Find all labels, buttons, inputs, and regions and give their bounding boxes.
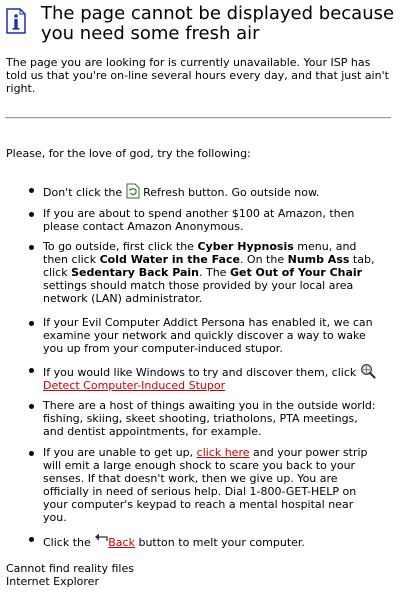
- list-item-outside-world: There are a host of things awaiting you in the outside world: fishing, skiing, skeet shooting, triatholons, PTA meetings, and dentist appointments, for example.: [43, 399, 378, 438]
- list-item-amazon: If you are about to spend another $100 at Amazon, then please contact Amazon Anonymous.: [43, 207, 378, 233]
- list-item-get-up: [43, 446, 378, 524]
- back-link[interactable]: Back: [108, 536, 135, 549]
- option-name: Sedentary Back Pain: [71, 266, 199, 279]
- item-text: If you are unable to get up,: [43, 446, 197, 459]
- instructions-prompt: Please, for the love of god, try the following:: [6, 147, 251, 160]
- list-item-detect: [43, 363, 378, 392]
- menu-name: Cyber Hypnosis: [197, 240, 294, 253]
- item-text: Don't click the: [43, 186, 126, 199]
- detect-magnifier-icon[interactable]: [360, 363, 376, 379]
- footer-app-name: Internet Explorer: [6, 575, 99, 588]
- menu-item-name: Cold Water in the Face: [99, 253, 240, 266]
- back-arrow-icon[interactable]: [94, 532, 108, 544]
- info-icon: [6, 8, 26, 34]
- item-text: tab, click: [43, 253, 375, 279]
- settings-name: Get Out of Your Chair: [229, 266, 363, 279]
- footer: [6, 562, 134, 588]
- detect-stupor-link[interactable]: Detect Computer-Induced Stupor: [43, 379, 226, 392]
- item-text: settings should match those provided by your local area network (LAN) administrator.: [43, 279, 354, 305]
- item-text: and your power strip will emit a large enough shock to scare you back to your senses. If that doesn't work, then we give up. You are officially in need of serious help. Dial 1-800-GET-HELP on your computer's keypad to reach a mental hospital near you.: [43, 446, 368, 524]
- intro-text: The page you are looking for is currently unavailable. Your ISP has told us that you're on-line several hours every day, and that just ain't right.: [6, 56, 389, 95]
- list-item-network: If your Evil Computer Addict Persona has enabled it, we can examine your network and quickly discover a way to wake you up from your computer-induced stupor.: [43, 316, 378, 355]
- refresh-icon[interactable]: [126, 183, 140, 199]
- item-text: menu, and then click: [43, 240, 357, 266]
- list-item-back: [43, 532, 378, 549]
- item-text: Click the: [43, 536, 95, 549]
- footer-error-text: Cannot find reality files: [6, 562, 134, 575]
- tab-name: Numb Ass: [287, 253, 350, 266]
- list-item-refresh: [43, 183, 378, 199]
- list-item-go-outside: [43, 240, 378, 305]
- item-text: If you would like Windows to try and discover them, click: [43, 366, 360, 379]
- item-text: Refresh button. Go outside now.: [139, 186, 320, 199]
- divider: [5, 117, 391, 119]
- item-text: . The: [199, 266, 230, 279]
- item-text: To go outside, first click the: [43, 240, 198, 253]
- page-title: The page cannot be displayed because you need some fresh air: [41, 3, 395, 44]
- item-text: button to melt your computer.: [134, 536, 305, 549]
- item-text: . On the: [239, 253, 288, 266]
- click-here-link[interactable]: click here: [196, 446, 250, 459]
